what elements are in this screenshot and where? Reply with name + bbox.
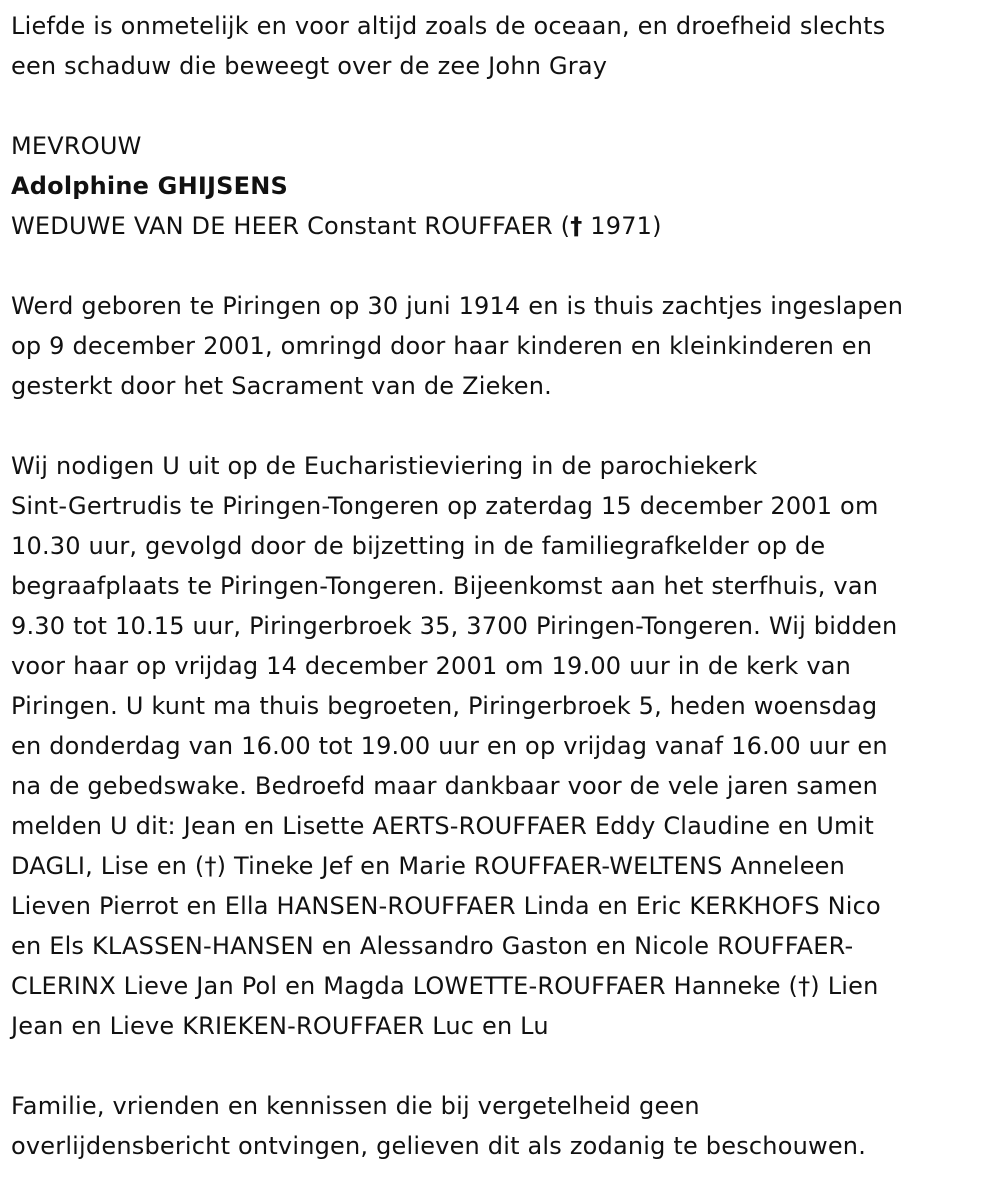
deceased-name: Adolphine GHIJSENS	[11, 172, 288, 200]
widow-suffix: 1971)	[582, 212, 662, 240]
widow-line	[11, 206, 988, 246]
birth-death-paragraph: Werd geboren te Piringen op 30 juni 1914 en is thuis zachtjes ingeslapen op 9 december 2001, omringd door haar kinderen en kleinkinderen en gesterkt door het Sacrament van de Zieken.	[11, 292, 904, 400]
honorific-title: MEVROUW	[11, 132, 142, 160]
opening-quote: Liefde is onmetelijk en voor altijd zoals de oceaan, en droefheid slechts een schaduw die beweegt over de zee John Gray	[11, 12, 886, 80]
funeral-invitation-paragraph: Wij nodigen U uit op de Eucharistieviering in de parochiekerk Sint-Gertrudis te Piringen-Tongeren op zaterdag 15 december 2001 om 10.30 uur, gevolgd door de bijzetting in de familiegrafkelder op de begraafplaats te Piringen-Tongeren. Bijeenkomst aan het sterfhuis, van 9.30 tot 10.15 uur, Piringerbroek 35, 3700 Piringen-Tongeren. Wij bidden voor haar op vrijdag 14 december 2001 om 19.00 uur in de kerk van Piringen. U kunt ma thuis begroeten, Piringerbroek 5, heden woensdag en donderdag van 16.00 tot 19.00 uur en op vrijdag vanaf 16.00 uur en na de gebedswake. Bedroefd maar dankbaar voor de vele jaren samen melden U dit: Jean en Lisette AERTS-ROUFFAER Eddy Claudine en Umit DAGLI, Lise en (†) Tineke Jef en Marie ROUFFAER-WELTENS Anneleen Lieven Pierrot en Ella HANSEN-ROUFFAER Linda en Eric KERKHOFS Nico en Els KLASSEN-HANSEN en Alessandro Gaston en Nicole ROUFFAER- CLERINX Lieve Jan Pol en Magda LOWETTE-ROUFFAER Hanneke (†) Lien Jean en Lieve KRIEKEN-ROUFFAER Luc en Lu	[11, 452, 898, 1040]
widow-prefix: WEDUWE VAN DE HEER Constant ROUFFAER (	[11, 212, 571, 240]
cross-icon: †	[570, 212, 583, 240]
deceased-header	[11, 126, 988, 246]
closing-paragraph: Familie, vrienden en kennissen die bij vergetelheid geen overlijdensbericht ontvingen, gelieven dit als zodanig te beschouwen.	[11, 1092, 867, 1160]
